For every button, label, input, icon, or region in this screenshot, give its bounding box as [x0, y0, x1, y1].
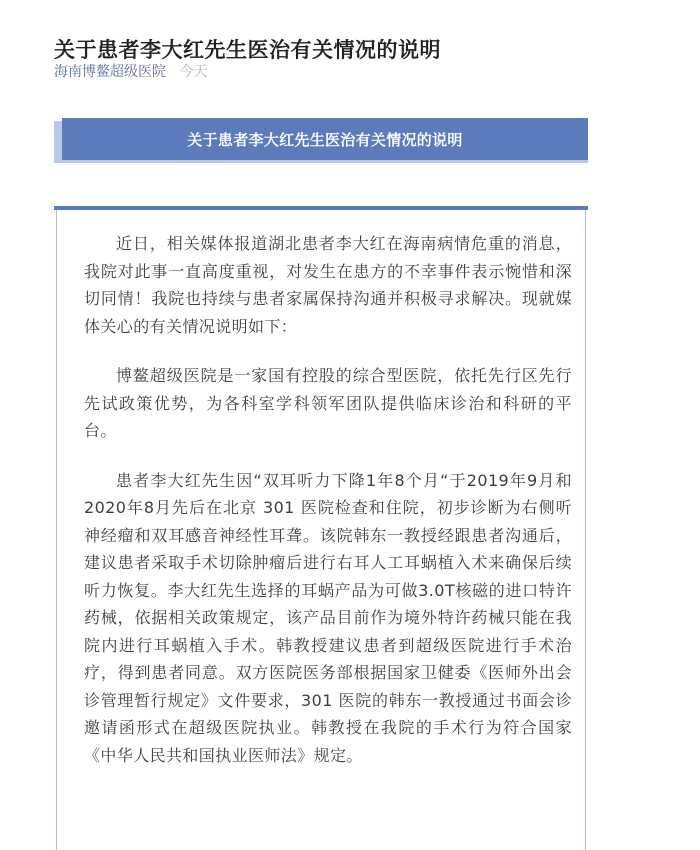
paragraph-hospital: 博鳌超级医院是一家国有控股的综合型医院，依托先行区先行先试政策优势，为各科室学科领军团队提供临床诊治和科研的平台。	[84, 366, 572, 440]
article-body	[84, 230, 572, 791]
banner-title: 关于患者李大红先生医治有关情况的说明	[187, 130, 463, 149]
section-banner	[62, 118, 588, 160]
page-title: 关于患者李大红先生医治有关情况的说明	[54, 38, 441, 63]
paragraph-patient: 患者李大红先生因“双耳听力下降1年8个月“于2019年9月和2020年8月先后在北京 301 医院检查和住院，初步诊断为右侧听神经瘤和双耳感音神经性耳聋。该院韩东一教授经跟患者沟通后，建议患者采取手术切除肿瘤后进行右耳人工耳蜗植入术来确保后续听力恢复。李大红先生选择的耳蜗产品为可做3.0T核磁的进口特许药械，依据相关政策规定，该产品目前作为境外特许药械只能在我院内进行耳蜗植入手术。韩教授建议患者到超级医院进行手术治疗，得到患者同意。双方医院医务部根据国家卫健委《医师外出会诊管理暂行规定》文件要求，301 医院的韩东一教授通过书面会诊邀请函形式在超级医院执业。韩教授在我院的手术行为符合国家《中华人民共和国执业医师法》规定。	[84, 470, 572, 765]
publish-date: 今天	[179, 64, 208, 80]
paragraph-intro: 近日，相关媒体报道湖北患者李大红在海南病情危重的消息，我院对此事一直高度重视，对发生在患方的不幸事件表示惋惜和深切同情！我院也持续与患者家属保持沟通并积极寻求解决。现就媒体关心的有关情况说明如下：	[84, 234, 572, 336]
article-meta	[54, 61, 207, 81]
source-account-link[interactable]: 海南博鳌超级医院	[54, 64, 166, 80]
